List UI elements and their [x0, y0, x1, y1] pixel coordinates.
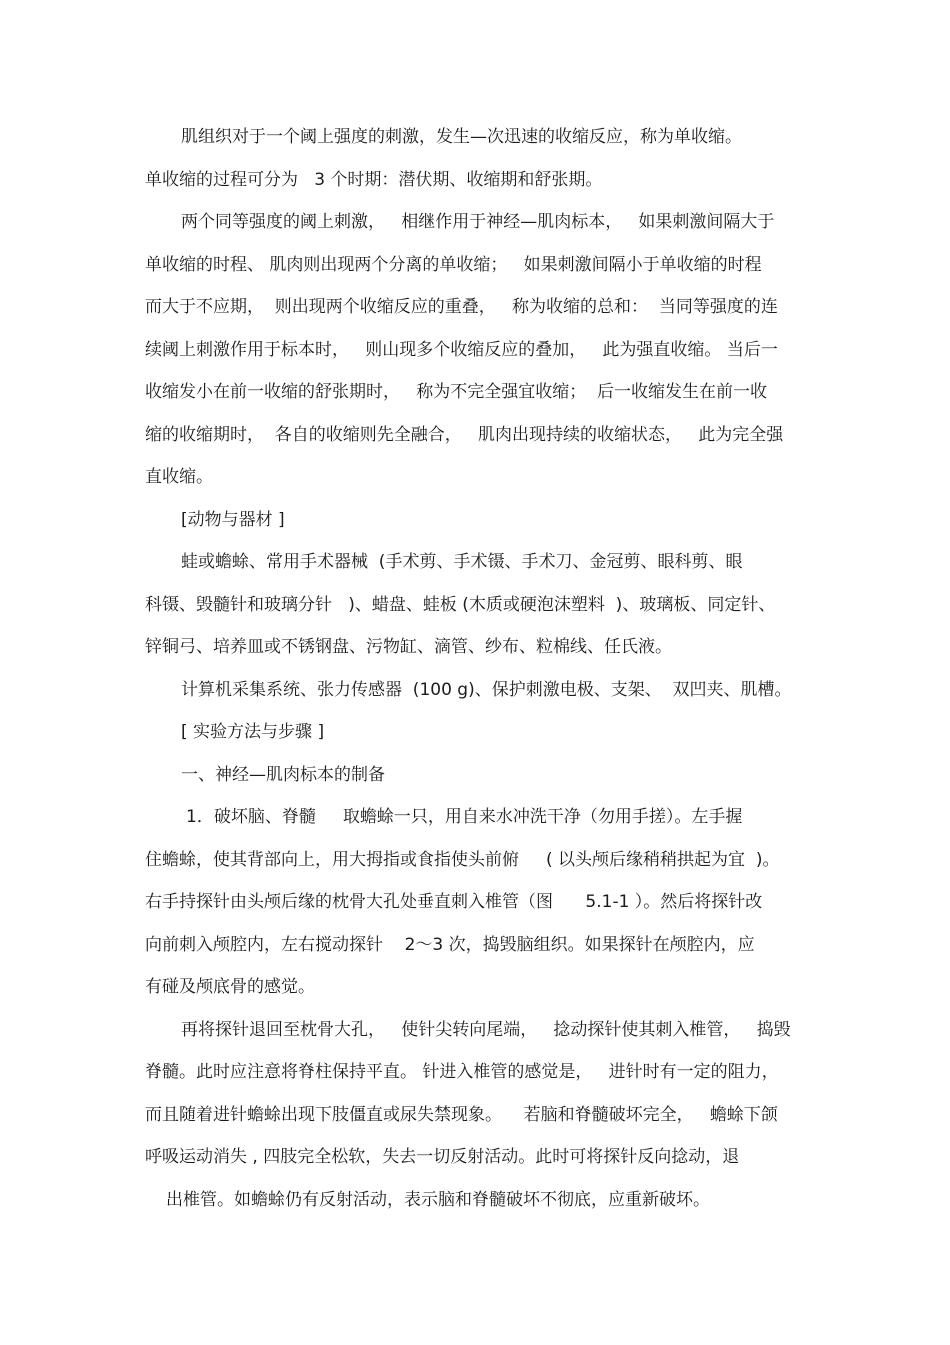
text-line: 锌铜弓、培养皿或不锈钢盘、污物缸、滴管、纱布、粒棉线、任氏液。: [145, 637, 672, 657]
section-heading: [动物与器材 ]: [181, 510, 285, 530]
text-line: 蛙或蟾蜍、常用手术器械 (手术剪、手术镊、手术刀、金冠剪、眼科剪、眼: [181, 552, 743, 572]
text-line: 直收缩。: [145, 467, 213, 487]
text-line: 科镊、毁髓针和玻璃分针 )、蜡盘、蛙板 (木质或硬泡沫塑料 )、玻璃板、同定针、: [145, 595, 776, 615]
text-line: 向前刺入颅腔内，左右搅动探针 2～3 次，捣毁脑组织。如果探针在颅腔内，应: [145, 935, 755, 955]
text-line: 收缩发小在前一收缩的舒张期时， 称为不完全强宜收缩； 后一收缩发生在前一收: [145, 382, 768, 402]
text-line: 1．破坏脑、脊髓 取蟾蜍一只，用自来水冲洗干净（勿用手搓）。左手握: [186, 807, 743, 827]
text-line: 单收缩的过程可分为 3 个时期：潜伏期、收缩期和舒张期。: [145, 170, 603, 190]
text-line: 有碰及颅底骨的感觉。: [145, 977, 315, 997]
text-line: 而大于不应期， 则出现两个收缩反应的重叠， 称为收缩的总和： 当同等强度的连: [145, 297, 778, 317]
text-line: 再将探针退回至枕骨大孔， 使针尖转向尾端， 捻动探针使其刺入椎管， 捣毁: [181, 1020, 791, 1040]
text-line: 单收缩的时程、 肌肉则出现两个分离的单收缩； 如果刺激间隔小于单收缩的时程: [145, 255, 762, 275]
text-line: 肌组织对于一个阈上强度的刺激，发生—次迅速的收缩反应，称为单收缩。: [181, 127, 742, 147]
text-line: 右手持探针由头颅后缘的枕骨大孔处垂直刺入椎管（图 5.1-1 ）。然后将探针改: [145, 892, 763, 912]
text-line: 脊髓。此时应注意将脊柱保持平直。 针进入椎管的感觉是， 进针时有一定的阻力，: [145, 1062, 779, 1082]
text-line: 续阈上刺激作用于标本时， 则山现多个收缩反应的叠加， 此为强直收缩。 当后一: [145, 340, 778, 360]
text-line: 缩的收缩期时， 各自的收缩则先全融合， 肌肉出现持续的收缩状态， 此为完全强: [145, 425, 784, 445]
text-line: 呼吸运动消失 , 四肢完全松软，失去一切反射活动。此时可将探针反向捻动，退: [145, 1147, 740, 1167]
text-line: 住蟾蜍，使其背部向上，用大拇指或食指使头前俯 ( 以头颅后缘稍稍拱起为宜 )。: [145, 850, 780, 870]
text-line: 两个同等强度的阈上刺激， 相继作用于神经—肌肉标本， 如果刺激间隔大于: [181, 212, 775, 232]
text-line: 计算机采集系统、张力传感器 (100 g)、保护刺激电极、支架、 双凹夹、肌槽。: [181, 680, 792, 700]
text-line: 出椎管。如蟾蜍仍有反射活动，表示脑和脊髓破坏不彻底，应重新破坏。: [166, 1190, 710, 1210]
text-line: 而且随着进针蟾蜍出现下肢僵直或尿失禁现象。 若脑和脊髓破坏完全， 蟾蜍下颌: [145, 1105, 778, 1125]
section-heading: [ 实验方法与步骤 ]: [181, 722, 325, 742]
subsection-heading: 一、神经—肌肉标本的制备: [181, 765, 385, 785]
